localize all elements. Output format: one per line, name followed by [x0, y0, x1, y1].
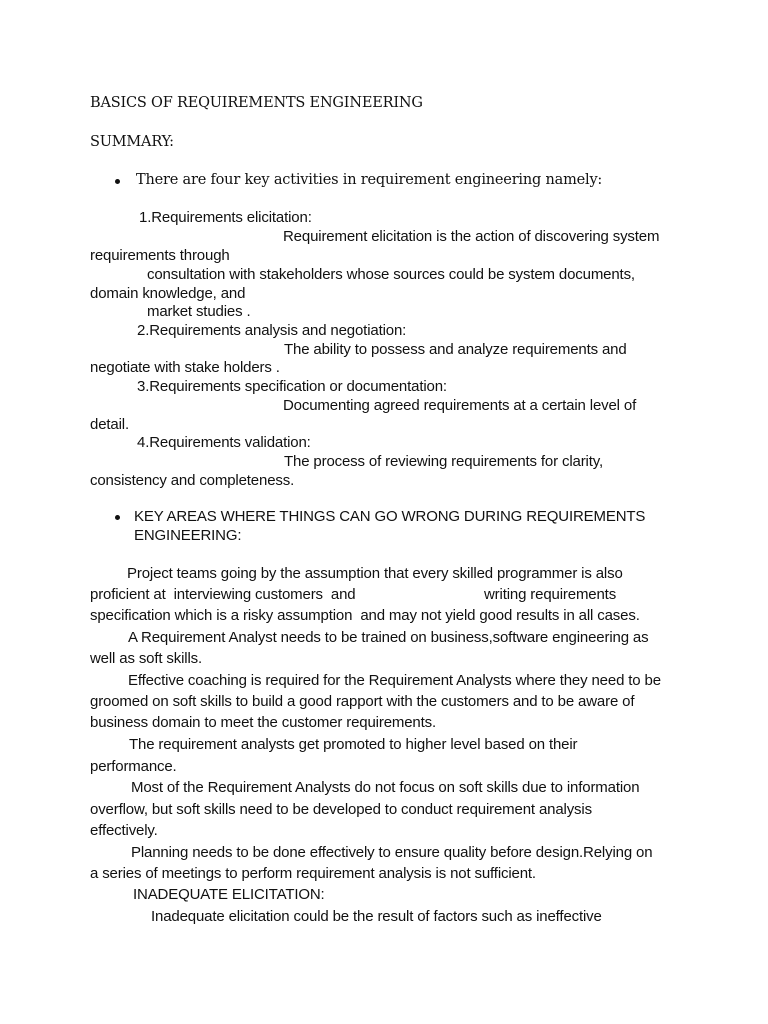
- paragraph-text: overflow, but soft skills need to be developed to conduct requirement analysis: [90, 801, 592, 818]
- activity-1-text: consultation with stakeholders whose sources could be system documents,: [147, 266, 635, 283]
- activity-1-heading: 1.Requirements elicitation:: [139, 209, 312, 226]
- paragraph-text: A Requirement Analyst needs to be trained on business,software engineering as: [128, 629, 649, 646]
- document-title: BASICS OF REQUIREMENTS ENGINEERING: [90, 95, 423, 111]
- activity-2-heading: 2.Requirements analysis and negotiation:: [137, 322, 407, 339]
- paragraph-text: performance.: [90, 758, 177, 775]
- subheading-inadequate-elicitation: INADEQUATE ELICITATION:: [133, 886, 325, 903]
- bullet-icon: [115, 179, 120, 184]
- activity-3-heading: 3.Requirements specification or documentation:: [137, 378, 447, 395]
- paragraph-text: The requirement analysts get promoted to higher level based on their: [129, 736, 578, 753]
- paragraph-text: proficient at interviewing customers and: [90, 586, 356, 603]
- activity-1-text: Requirement elicitation is the action of discovering system: [283, 228, 660, 245]
- bullet-text-key-areas: KEY AREAS WHERE THINGS CAN GO WRONG DURING REQUIREMENTS: [134, 508, 646, 525]
- paragraph-text: business domain to meet the customer requirements.: [90, 714, 437, 731]
- activity-3-text: Documenting agreed requirements at a certain level of: [283, 397, 637, 414]
- activity-2-text: negotiate with stake holders .: [90, 359, 280, 376]
- bullet-icon: [115, 515, 120, 520]
- activity-1-text: requirements through: [90, 247, 230, 264]
- activity-3-text: detail.: [90, 416, 129, 433]
- bullet-text-key-activities: There are four key activities in requirement engineering namely:: [136, 172, 603, 188]
- paragraph-text: Project teams going by the assumption that every skilled programmer is also: [127, 565, 623, 582]
- paragraph-text: well as soft skills.: [90, 650, 203, 667]
- paragraph-text: Planning needs to be done effectively to ensure quality before design.Relying on: [131, 844, 653, 861]
- activity-2-text: The ability to possess and analyze requirements and: [284, 341, 627, 358]
- paragraph-text: Inadequate elicitation could be the result of factors such as ineffective: [151, 908, 602, 925]
- summary-heading: SUMMARY:: [90, 134, 174, 150]
- paragraph-text: a series of meetings to perform requirement analysis is not sufficient.: [90, 865, 536, 882]
- paragraph-text: writing requirements: [484, 586, 617, 603]
- paragraph-text: groomed on soft skills to build a good rapport with the customers and to be aware of: [90, 693, 635, 710]
- paragraph-text: Effective coaching is required for the Requirement Analysts where they need to be: [128, 672, 661, 689]
- bullet-text-key-areas: ENGINEERING:: [134, 527, 242, 544]
- activity-4-text: consistency and completeness.: [90, 472, 295, 489]
- paragraph-text: Most of the Requirement Analysts do not focus on soft skills due to information: [131, 779, 640, 796]
- activity-4-text: The process of reviewing requirements for clarity,: [284, 453, 604, 470]
- activity-1-text: market studies .: [147, 303, 251, 320]
- paragraph-text: specification which is a risky assumption and may not yield good results in all cases.: [90, 607, 640, 624]
- activity-1-text: domain knowledge, and: [90, 285, 246, 302]
- paragraph-text: effectively.: [90, 822, 158, 839]
- activity-4-heading: 4.Requirements validation:: [137, 434, 311, 451]
